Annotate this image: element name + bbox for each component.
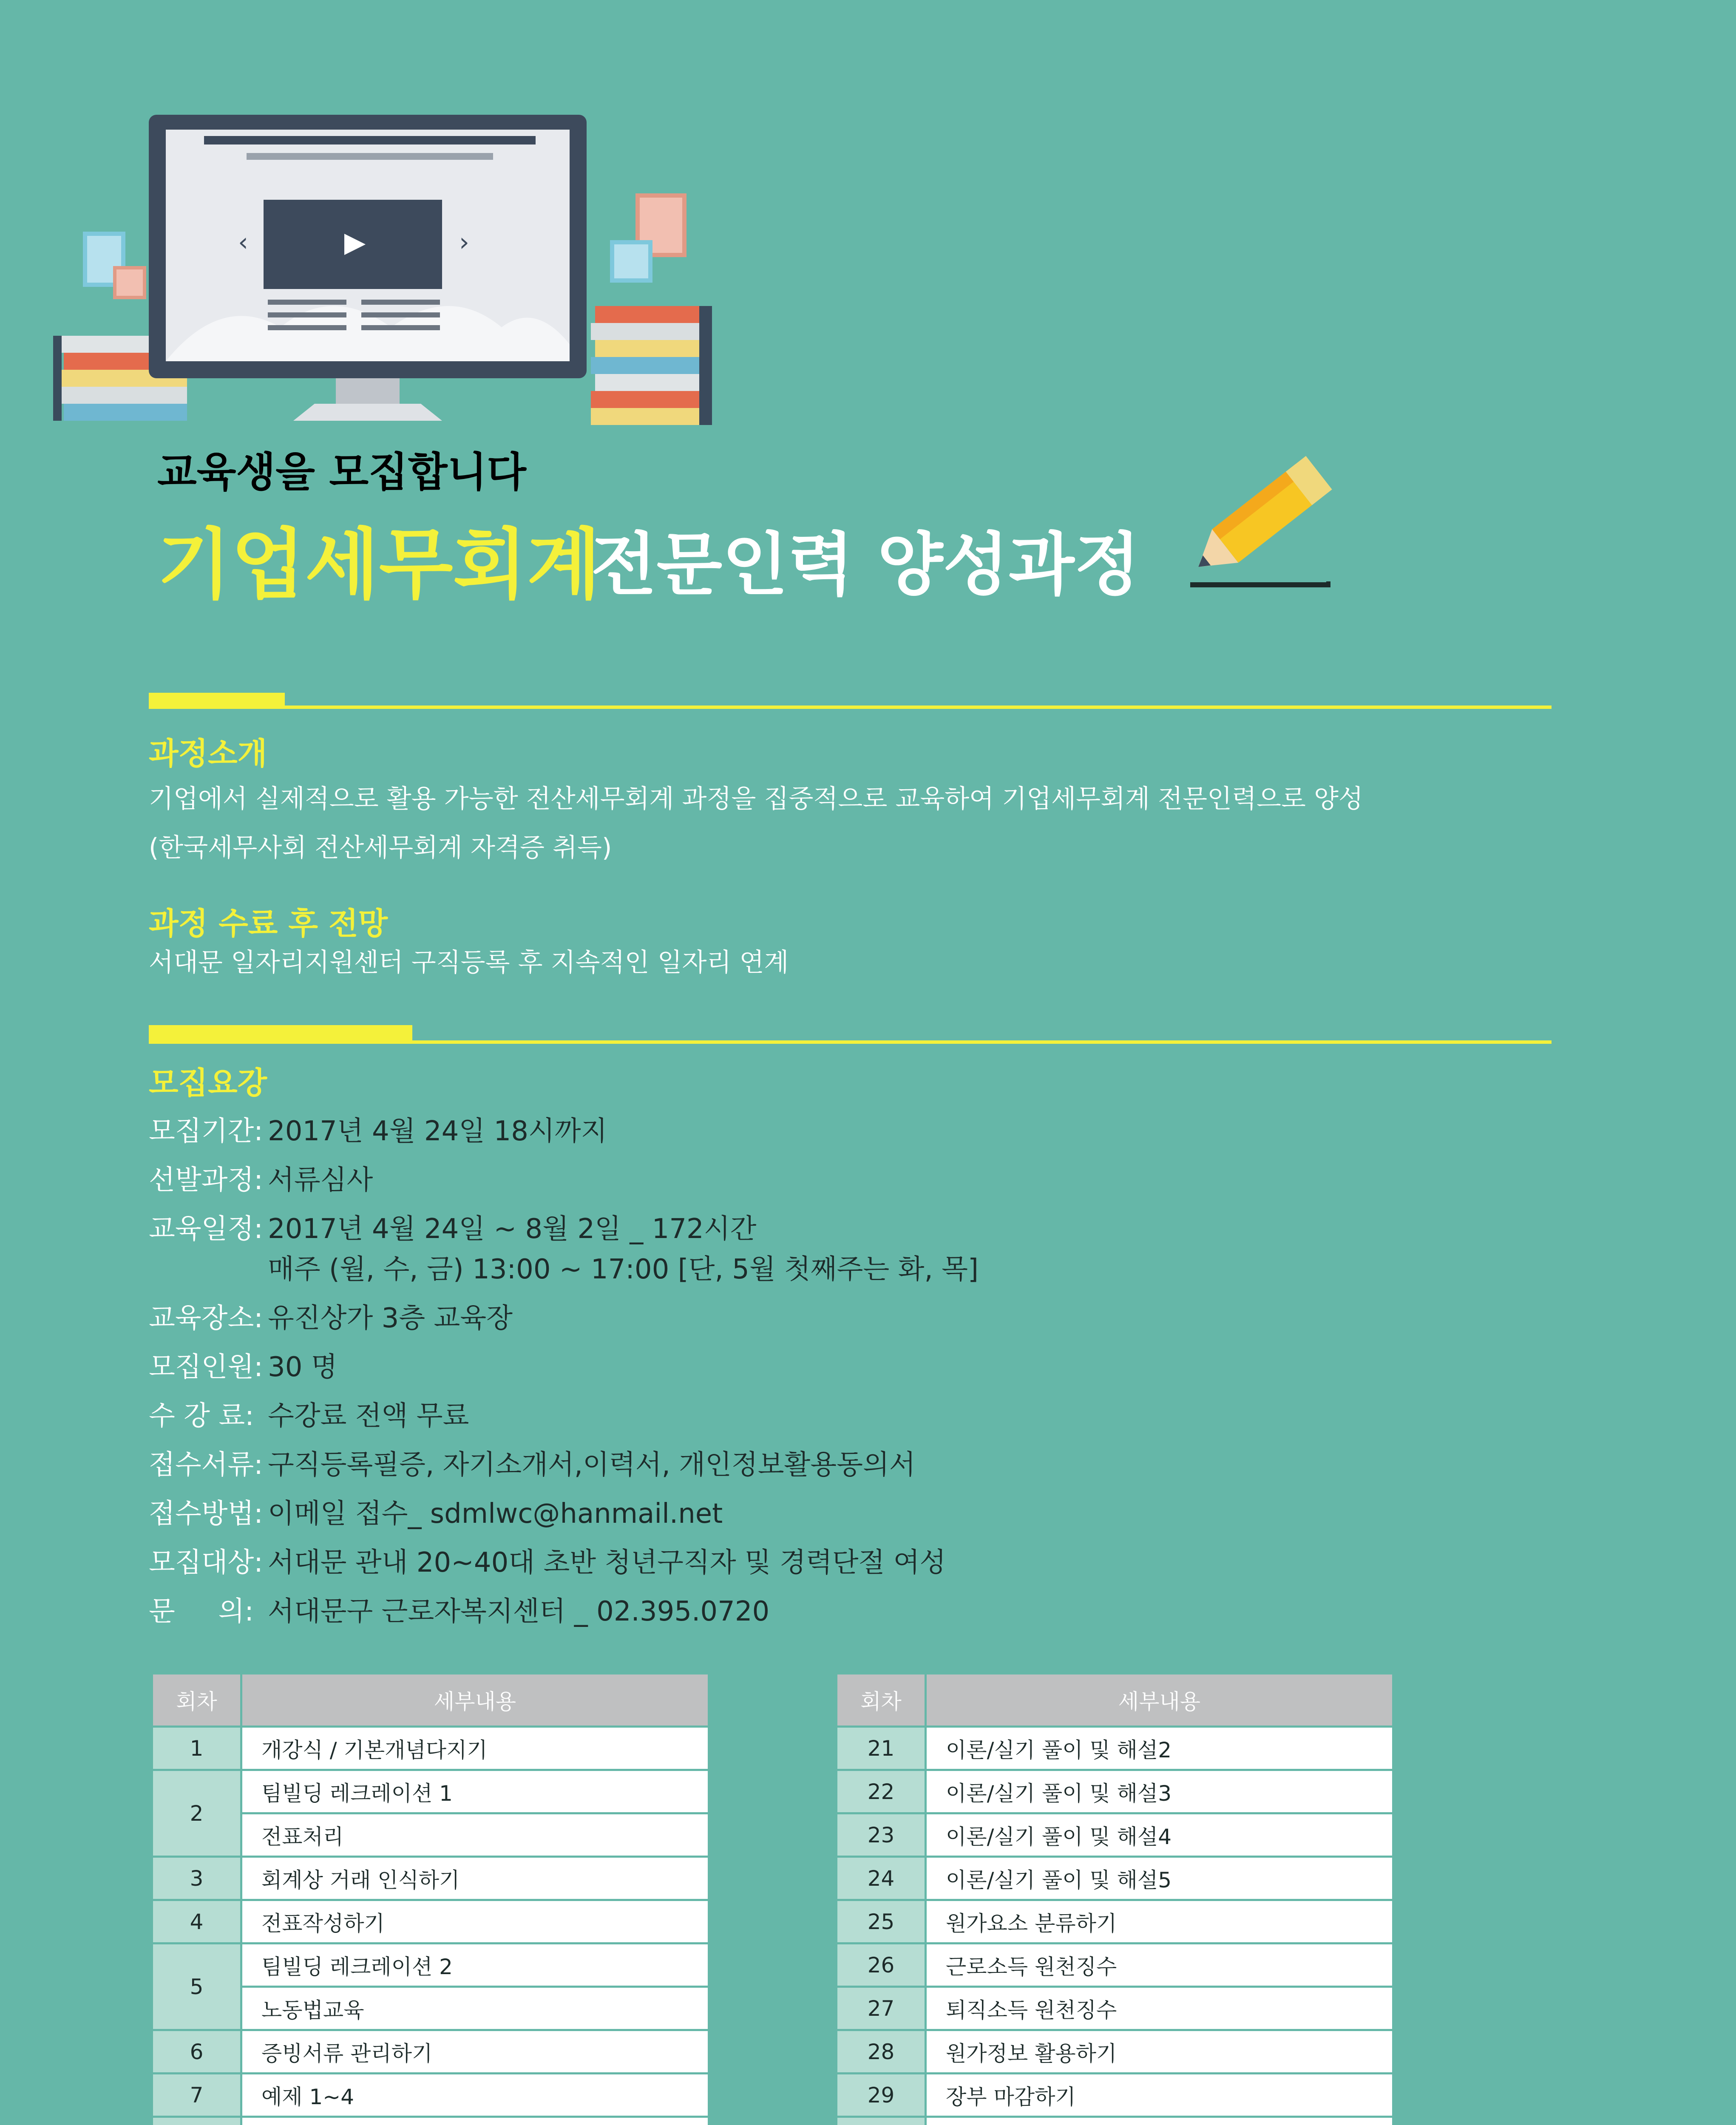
table-row xyxy=(152,2074,709,2117)
session-number: 22 xyxy=(837,1770,926,1813)
session-number: 26 xyxy=(837,1944,926,1987)
session-number: 21 xyxy=(837,1727,926,1770)
session-number xyxy=(152,2117,241,2125)
table-row xyxy=(837,1857,1393,1900)
pencil-icon xyxy=(1182,442,1339,595)
divider-2-tab xyxy=(149,1025,412,1044)
intro-line-2: (한국세무사회 전산세무회계 자격증 취득) xyxy=(149,833,612,863)
session-number: 24 xyxy=(837,1857,926,1900)
course-title: 전문인력 양성과정 xyxy=(591,525,1140,604)
pencil-line-end xyxy=(1326,581,1330,586)
table-row xyxy=(152,1944,709,1987)
session-detail: 이론/실기 풀이 및 해설2 xyxy=(926,1727,1393,1770)
schedule-table-left xyxy=(151,1672,710,2125)
session-number: 7 xyxy=(152,2074,241,2117)
table-row xyxy=(837,1813,1393,1857)
table-row xyxy=(837,2074,1393,2117)
table-row xyxy=(152,1770,709,1813)
session-number: 29 xyxy=(837,2074,926,2117)
intro-line-1: 기업에서 실제적으로 활용 가능한 전산세무회계 과정을 집중적으로 교육하여 기업세무회계 전문인력으로 양성 xyxy=(149,784,1363,814)
session-detail: 원가요소 분류하기 xyxy=(926,1900,1393,1944)
course-title-highlight: 기업세무회계 xyxy=(157,521,601,609)
session-detail: 이론/실기 풀이 및 해설4 xyxy=(926,1813,1393,1857)
session-detail: 개강식 / 기본개념다지기 xyxy=(241,1727,709,1770)
svg-text:›: › xyxy=(459,227,469,257)
session-detail xyxy=(241,2117,709,2125)
outlook-line: 서대문 일자리지원센터 구직등록 후 지속적인 일자리 연계 xyxy=(149,948,789,978)
session-detail: 근로소득 원천징수 xyxy=(926,1944,1393,1987)
session-detail: 예제 1~4 xyxy=(241,2074,709,2117)
table-row xyxy=(837,2030,1393,2074)
session-detail: 원가정보 활용하기 xyxy=(926,2030,1393,2074)
session-detail: 노동법교육 xyxy=(241,1987,709,2030)
session-detail: 이론/실기 풀이 및 해설3 xyxy=(926,1770,1393,1813)
info-row-selection: 선발과정: 서류심사 xyxy=(149,1164,373,1196)
info-row-fee: 수 강 료: 수강료 전액 무료 xyxy=(149,1400,469,1432)
session-detail: 증빙서류 관리하기 xyxy=(241,2030,709,2074)
col-header-detail: 세부내용 xyxy=(926,1674,1393,1727)
col-header-number: 회차 xyxy=(152,1674,241,1727)
session-number: 4 xyxy=(152,1900,241,1944)
session-detail: 퇴직소득 원천징수 xyxy=(926,1987,1393,2030)
table-row xyxy=(837,1944,1393,1987)
session-detail: 팀빌딩 레크레이션 2 xyxy=(241,1944,709,1987)
info-row-schedule-detail: 매주 (월, 수, 금) 13:00 ~ 17:00 [단, 5월 첫째주는 화, 목] xyxy=(268,1254,979,1285)
info-row-location: 교육장소: 유진상가 3층 교육장 xyxy=(149,1303,513,1334)
session-number xyxy=(837,2117,926,2125)
session-number: 28 xyxy=(837,2030,926,2074)
session-number: 25 xyxy=(837,1900,926,1944)
svg-text:‹: ‹ xyxy=(238,227,248,257)
computer-illustration xyxy=(43,106,765,438)
session-number: 1 xyxy=(152,1727,241,1770)
session-number: 6 xyxy=(152,2030,241,2074)
table-row xyxy=(152,1727,709,1770)
table-row xyxy=(152,1857,709,1900)
session-detail: 전표작성하기 xyxy=(241,1900,709,1944)
session-number: 5 xyxy=(152,1944,241,2030)
session-detail: 회계상 거래 인식하기 xyxy=(241,1857,709,1900)
info-row-contact: 문 의: 서대문구 근로자복지센터 _ 02.395.0720 xyxy=(149,1596,770,1627)
table-row xyxy=(837,1770,1393,1813)
schedule-table-right xyxy=(835,1672,1394,2125)
info-row-target: 모집대상: 서대문 관내 20~40대 초반 청년구직자 및 경력단절 여성 xyxy=(149,1547,946,1578)
session-number: 23 xyxy=(837,1813,926,1857)
divider-1 xyxy=(149,706,1552,709)
table-row xyxy=(837,1987,1393,2030)
info-row-documents: 접수서류: 구직등록필증, 자기소개서,이력서, 개인정보활용동의서 xyxy=(149,1449,916,1481)
col-header-detail: 세부내용 xyxy=(241,1674,709,1727)
session-detail: 장부 마감하기 xyxy=(926,2074,1393,2117)
table-row xyxy=(837,1900,1393,1944)
table-row xyxy=(152,2117,709,2125)
table-row xyxy=(152,1900,709,1944)
session-detail: 전표처리 xyxy=(241,1813,709,1857)
outlook-heading: 과정 수료 후 전망 xyxy=(149,906,388,941)
table-row xyxy=(837,1727,1393,1770)
divider-1-tab xyxy=(149,693,285,709)
recruit-heading: 모집요강 xyxy=(149,1065,267,1101)
books-right-icon xyxy=(591,196,712,425)
session-number: 2 xyxy=(152,1770,241,1857)
col-header-number: 회차 xyxy=(837,1674,926,1727)
info-row-schedule: 교육일정: 2017년 4월 24일 ~ 8월 2일 _ 172시간 xyxy=(149,1213,757,1245)
info-row-headcount: 모집인원: 30 명 xyxy=(149,1352,338,1383)
monitor-icon xyxy=(149,115,587,421)
session-number: 3 xyxy=(152,1857,241,1900)
table-row xyxy=(837,2117,1393,2125)
recruit-subtitle: 교육생을 모집합니다 xyxy=(157,448,527,496)
session-detail: 팀빌딩 레크레이션 1 xyxy=(241,1770,709,1813)
info-row-method: 접수방법: 이메일 접수_ sdmlwc@hanmail.net xyxy=(149,1498,723,1530)
session-detail: 이론/실기 풀이 및 해설5 xyxy=(926,1857,1393,1900)
session-detail xyxy=(926,2117,1393,2125)
intro-heading: 과정소개 xyxy=(149,736,267,771)
info-row-period: 모집기간: 2017년 4월 24일 18시까지 xyxy=(149,1116,607,1147)
session-number: 27 xyxy=(837,1987,926,2030)
table-row xyxy=(152,2030,709,2074)
